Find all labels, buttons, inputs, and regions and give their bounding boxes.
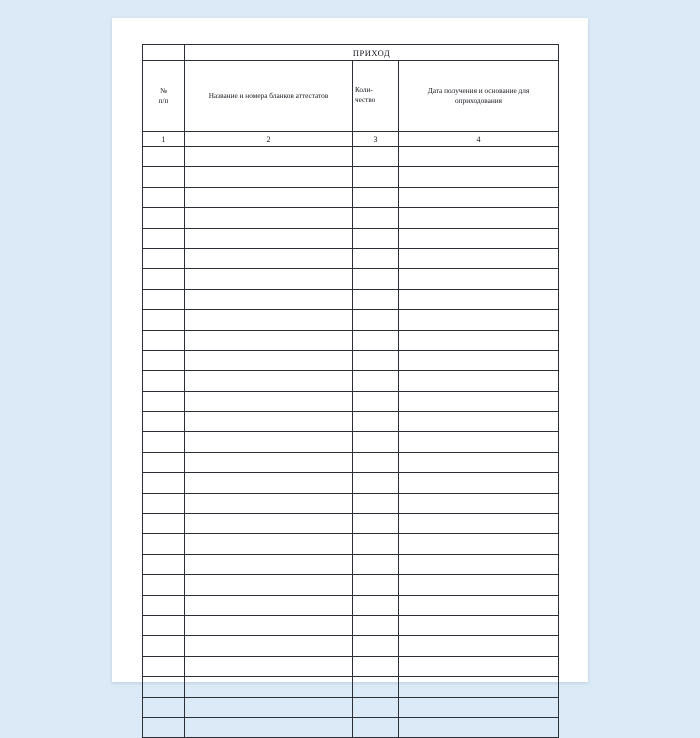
table-cell[interactable] (353, 147, 399, 167)
column-number-4: 4 (399, 132, 559, 147)
table-cell[interactable] (185, 677, 353, 697)
table-row[interactable] (143, 391, 559, 411)
table-cell[interactable] (185, 432, 353, 452)
column-number-row (143, 132, 559, 147)
header-np-line2: п/п (158, 96, 169, 105)
table-cell[interactable] (399, 432, 559, 452)
table-row[interactable] (143, 697, 559, 717)
table-cell[interactable] (399, 289, 559, 309)
header-date-line1: Дата получения и основание для (427, 86, 530, 96)
table-cell[interactable] (143, 473, 185, 493)
table-row[interactable] (143, 656, 559, 676)
table-cell[interactable] (143, 167, 185, 187)
table-cell[interactable] (185, 269, 353, 289)
table-cell[interactable] (143, 289, 185, 309)
section-title-prihod: ПРИХОД (185, 45, 559, 61)
table-cell[interactable] (399, 636, 559, 656)
table-cell[interactable] (399, 228, 559, 248)
table-cell[interactable] (353, 412, 399, 432)
table-row[interactable] (143, 371, 559, 391)
table-cell[interactable] (353, 289, 399, 309)
table-row[interactable] (143, 167, 559, 187)
table-cell[interactable] (353, 677, 399, 697)
table-cell[interactable] (143, 452, 185, 472)
table-cell[interactable] (353, 330, 399, 350)
table-cell[interactable] (399, 350, 559, 370)
table-cell[interactable] (185, 310, 353, 330)
table-row[interactable] (143, 554, 559, 574)
table-cell[interactable] (399, 187, 559, 207)
table-cell[interactable] (185, 493, 353, 513)
table-cell[interactable] (399, 412, 559, 432)
table-cell[interactable] (353, 432, 399, 452)
table-cell[interactable] (143, 228, 185, 248)
table-cell[interactable] (353, 554, 399, 574)
table-row[interactable] (143, 717, 559, 737)
table-cell[interactable] (353, 269, 399, 289)
table-cell[interactable] (185, 228, 353, 248)
registry-table (142, 44, 559, 738)
table-cell[interactable] (353, 636, 399, 656)
table-cell[interactable] (353, 248, 399, 268)
table-cell[interactable] (185, 473, 353, 493)
table-cell[interactable] (353, 697, 399, 717)
header-date-line2: оприходования (455, 96, 503, 105)
table-cell[interactable] (143, 371, 185, 391)
table-row[interactable] (143, 412, 559, 432)
table-cell[interactable] (185, 636, 353, 656)
table-cell[interactable] (185, 187, 353, 207)
table-row[interactable] (143, 575, 559, 595)
table-cell[interactable] (353, 534, 399, 554)
table-row[interactable] (143, 269, 559, 289)
table-row[interactable] (143, 452, 559, 472)
table-cell[interactable] (143, 575, 185, 595)
table-cell[interactable] (185, 615, 353, 635)
table-cell[interactable] (143, 717, 185, 737)
column-number-3: 3 (353, 132, 399, 147)
table-cell[interactable] (353, 656, 399, 676)
table-cell[interactable] (353, 717, 399, 737)
table-cell[interactable] (143, 697, 185, 717)
table-header-band-row (143, 45, 559, 61)
form-sheet (142, 44, 558, 664)
header-qty-line1: Коли- (355, 86, 373, 95)
table-cell[interactable] (143, 514, 185, 534)
table-cell[interactable] (143, 412, 185, 432)
table-cell[interactable] (185, 595, 353, 615)
table-cell[interactable] (185, 656, 353, 676)
table-cell[interactable] (185, 167, 353, 187)
table-cell[interactable] (399, 310, 559, 330)
table-cell[interactable] (143, 391, 185, 411)
table-cell[interactable] (185, 330, 353, 350)
table-cell[interactable] (353, 187, 399, 207)
table-cell[interactable] (353, 514, 399, 534)
column-number-1: 1 (143, 132, 185, 147)
table-cell[interactable] (353, 595, 399, 615)
table-cell[interactable] (353, 615, 399, 635)
table-cell[interactable] (143, 269, 185, 289)
table-cell[interactable] (399, 677, 559, 697)
table-cell[interactable] (399, 147, 559, 167)
header-name: Название и номера бланков аттестатов (185, 61, 353, 132)
table-row[interactable] (143, 636, 559, 656)
table-row[interactable] (143, 208, 559, 228)
column-number-2: 2 (185, 132, 353, 147)
table-cell[interactable] (143, 615, 185, 635)
table-cell[interactable] (143, 310, 185, 330)
table-row[interactable] (143, 432, 559, 452)
table-row[interactable] (143, 330, 559, 350)
table-cell[interactable] (399, 269, 559, 289)
table-cell[interactable] (399, 534, 559, 554)
table-cell[interactable] (143, 208, 185, 228)
table-cell[interactable] (143, 147, 185, 167)
table-row[interactable] (143, 473, 559, 493)
table-cell[interactable] (399, 493, 559, 513)
table-cell[interactable] (399, 595, 559, 615)
table-header-row (143, 61, 559, 132)
header-qty (353, 61, 399, 132)
header-date (399, 61, 559, 132)
table-cell[interactable] (399, 717, 559, 737)
header-qty-line2: чество (355, 96, 376, 104)
table-cell[interactable] (353, 493, 399, 513)
table-cell[interactable] (143, 534, 185, 554)
table-cell[interactable] (185, 350, 353, 370)
table-cell[interactable] (185, 717, 353, 737)
table-cell[interactable] (185, 147, 353, 167)
table-cell[interactable] (185, 575, 353, 595)
table-cell[interactable] (185, 534, 353, 554)
table-cell[interactable] (399, 167, 559, 187)
table-row[interactable] (143, 289, 559, 309)
table-cell[interactable] (143, 636, 185, 656)
table-cell[interactable] (399, 554, 559, 574)
table-cell[interactable] (185, 554, 353, 574)
table-cell[interactable] (399, 391, 559, 411)
table-cell[interactable] (143, 595, 185, 615)
table-cell[interactable] (399, 452, 559, 472)
table-cell[interactable] (399, 514, 559, 534)
document-page (112, 18, 588, 682)
table-row[interactable] (143, 187, 559, 207)
table-cell[interactable] (143, 493, 185, 513)
table-cell[interactable] (185, 697, 353, 717)
table-cell[interactable] (399, 697, 559, 717)
table-cell[interactable] (399, 575, 559, 595)
table-row[interactable] (143, 595, 559, 615)
table-cell[interactable] (143, 330, 185, 350)
table-cell[interactable] (353, 228, 399, 248)
table-cell[interactable] (143, 656, 185, 676)
table-cell[interactable] (399, 248, 559, 268)
table-cell[interactable] (185, 514, 353, 534)
table-cell[interactable] (353, 575, 399, 595)
table-cell[interactable] (185, 452, 353, 472)
table-cell[interactable] (353, 391, 399, 411)
table-cell[interactable] (353, 473, 399, 493)
table-cell[interactable] (353, 208, 399, 228)
table-cell[interactable] (143, 677, 185, 697)
table-body (143, 147, 559, 738)
table-cell[interactable] (185, 208, 353, 228)
table-cell[interactable] (399, 330, 559, 350)
table-cell[interactable] (399, 656, 559, 676)
table-cell[interactable] (353, 371, 399, 391)
table-cell[interactable] (143, 350, 185, 370)
table-cell[interactable] (353, 452, 399, 472)
table-row[interactable] (143, 350, 559, 370)
header-np-line1: № (160, 86, 167, 96)
table-row[interactable] (143, 534, 559, 554)
table-cell[interactable] (185, 371, 353, 391)
table-cell[interactable] (185, 289, 353, 309)
table-cell[interactable] (143, 187, 185, 207)
table-row[interactable] (143, 677, 559, 697)
table-cell[interactable] (353, 350, 399, 370)
table-cell[interactable] (399, 473, 559, 493)
table-cell[interactable] (353, 310, 399, 330)
table-cell[interactable] (143, 432, 185, 452)
table-row[interactable] (143, 514, 559, 534)
table-row[interactable] (143, 248, 559, 268)
table-cell[interactable] (143, 248, 185, 268)
table-cell[interactable] (399, 615, 559, 635)
header-np (143, 61, 185, 132)
table-cell[interactable] (185, 412, 353, 432)
table-row[interactable] (143, 615, 559, 635)
table-row[interactable] (143, 228, 559, 248)
table-cell[interactable] (143, 554, 185, 574)
header-blank-cell (143, 45, 185, 61)
table-row[interactable] (143, 493, 559, 513)
table-row[interactable] (143, 147, 559, 167)
table-row[interactable] (143, 310, 559, 330)
table-cell[interactable] (185, 248, 353, 268)
table-cell[interactable] (353, 167, 399, 187)
table-cell[interactable] (185, 391, 353, 411)
table-cell[interactable] (399, 208, 559, 228)
table-cell[interactable] (399, 371, 559, 391)
